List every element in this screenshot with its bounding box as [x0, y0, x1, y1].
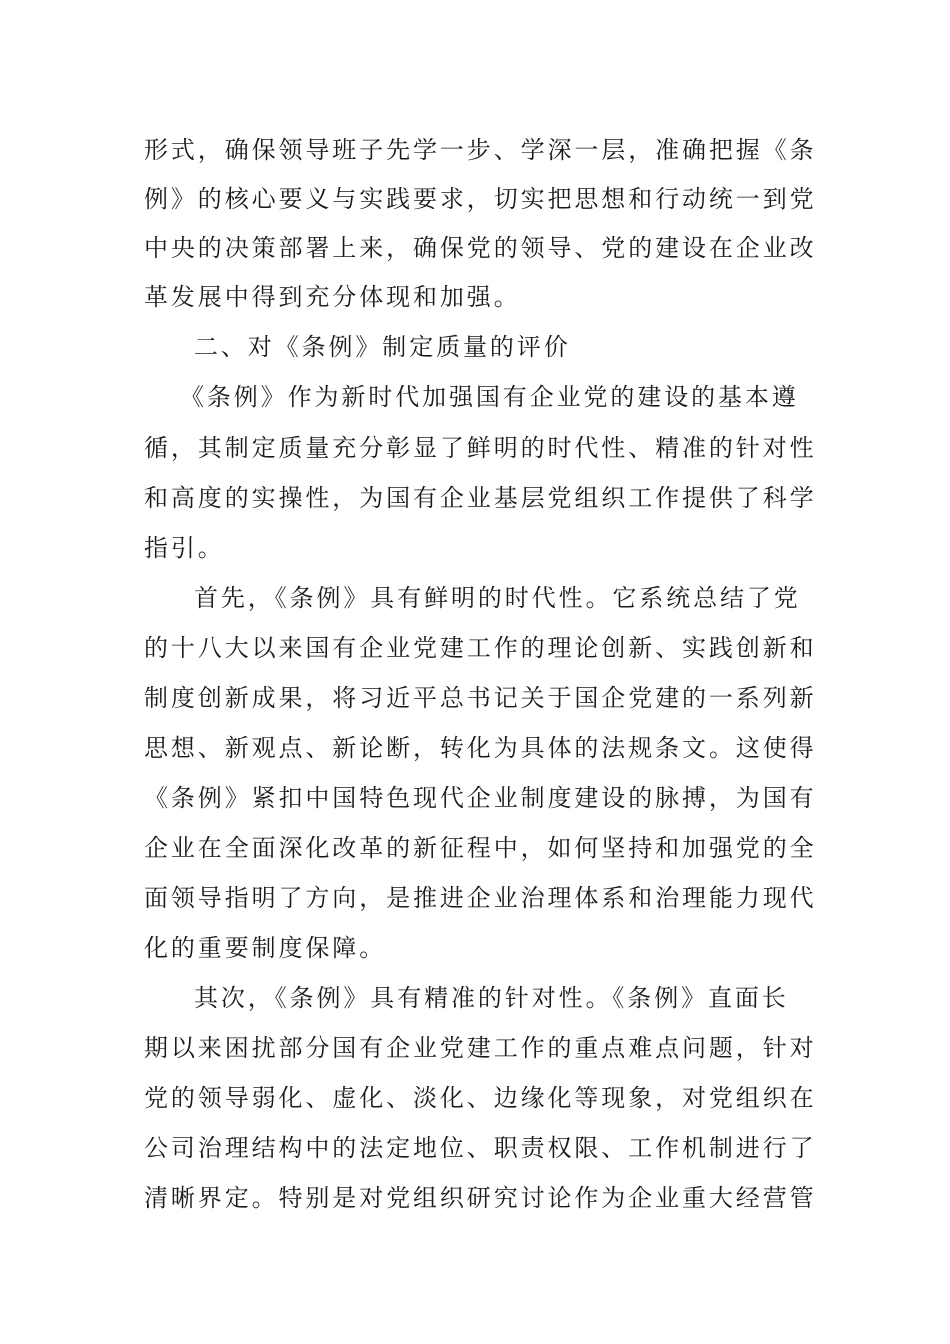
paragraph-4-line-5: 清晰界定。特别是对党组织研究讨论作为企业重大经营管 — [144, 1184, 817, 1212]
paragraph-1-line-4: 革发展中得到充分体现和加强。 — [144, 283, 521, 311]
paragraph-1-line-3: 中央的决策部署上来，确保党的领导、党的建设在企业改 — [144, 234, 817, 262]
paragraph-3-line-8: 化的重要制度保障。 — [144, 934, 387, 962]
paragraph-3-line-3: 制度创新成果，将习近平总书记关于国企党建的一系列新 — [144, 684, 817, 712]
paragraph-4-line-3: 党的领导弱化、虚化、淡化、边缘化等现象，对党组织在 — [144, 1084, 817, 1112]
paragraph-3-line-4: 思想、新观点、新论断，转化为具体的法规条文。这使得 — [144, 734, 817, 762]
paragraph-1-line-1: 形式，确保领导班子先学一步、学深一层，准确把握《条 — [144, 136, 817, 164]
paragraph-2-line-3: 和高度的实操性，为国有企业基层党组织工作提供了科学 — [144, 484, 817, 512]
paragraph-1-line-2: 例》的核心要义与实践要求，切实把思想和行动统一到党 — [144, 185, 817, 213]
paragraph-3-line-2: 的十八大以来国有企业党建工作的理论创新、实践创新和 — [144, 634, 817, 662]
paragraph-2-line-2: 循，其制定质量充分彰显了鲜明的时代性、精准的针对性 — [144, 434, 817, 462]
paragraph-4-line-4: 公司治理结构中的法定地位、职责权限、工作机制进行了 — [144, 1134, 817, 1162]
paragraph-3-line-6: 企业在全面深化改革的新征程中，如何坚持和加强党的全 — [144, 834, 817, 862]
paragraph-4-line-1: 其次，《条例》具有精准的针对性。《条例》直面长 — [194, 984, 789, 1012]
paragraph-2-line-4: 指引。 — [144, 534, 225, 562]
paragraph-3-line-1: 首先，《条例》具有鲜明的时代性。它系统总结了党 — [194, 584, 801, 612]
paragraph-2-line-1: 《条例》作为新时代加强国有企业党的建设的基本遵 — [180, 383, 799, 411]
paragraph-4-line-2: 期以来困扰部分国有企业党建工作的重点难点问题，针对 — [144, 1034, 817, 1062]
section-heading: 二、对《条例》制定质量的评价 — [194, 333, 571, 361]
paragraph-3-line-5: 《条例》紧扣中国特色现代企业制度建设的脉搏，为国有 — [144, 784, 817, 812]
paragraph-3-line-7: 面领导指明了方向，是推进企业治理体系和治理能力现代 — [144, 884, 817, 912]
